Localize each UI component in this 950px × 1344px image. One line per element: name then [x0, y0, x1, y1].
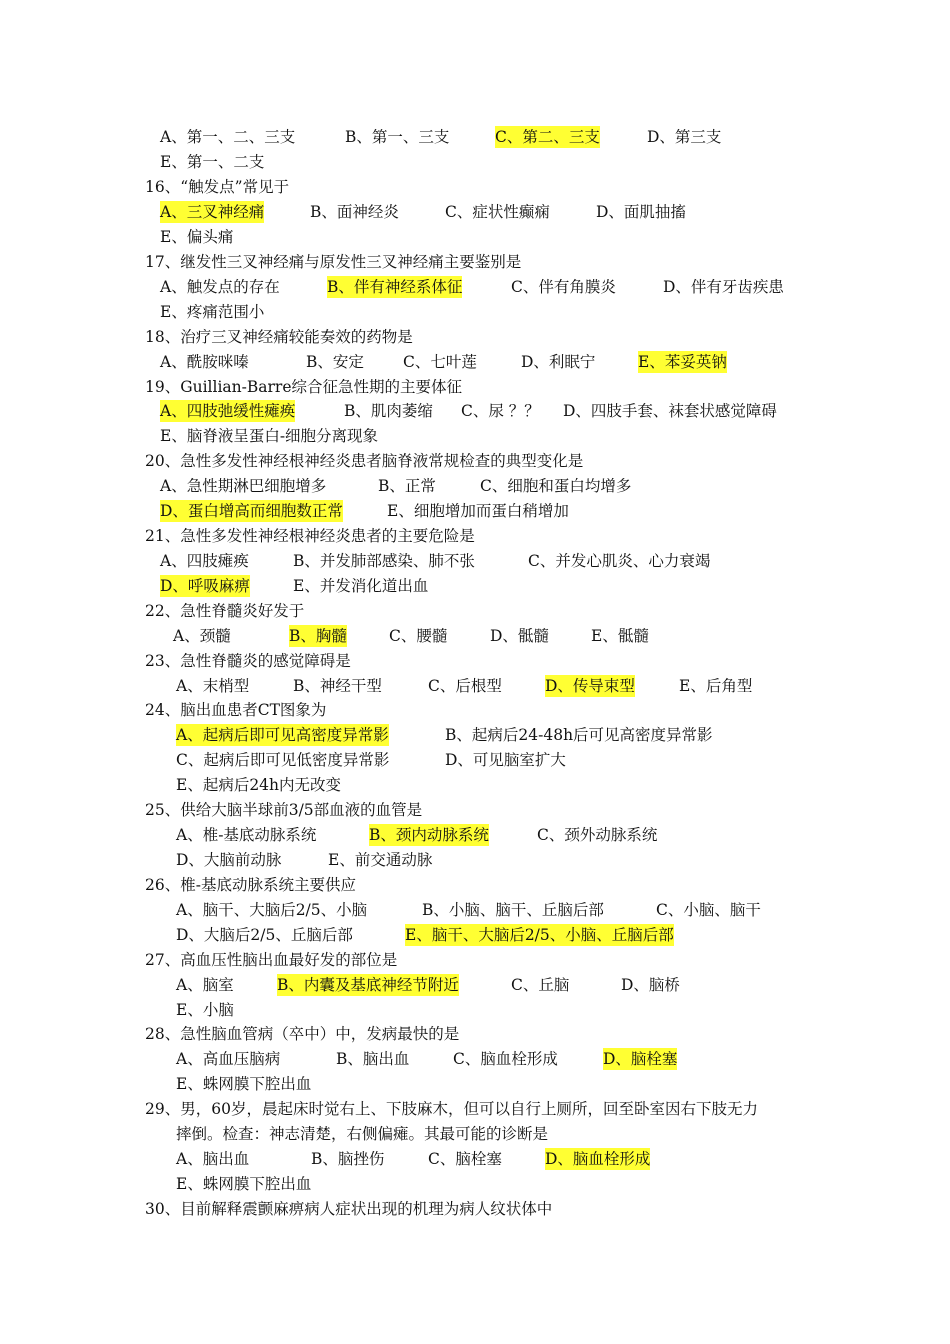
text-line [0, 450, 950, 472]
answer-option: C、小脑、脑干 [656, 901, 761, 919]
question-text: 16、“触发点”常见于 [145, 178, 290, 196]
answer-option: B、起病后24-48h后可见高密度异常影 [445, 726, 713, 744]
answer-option: E、脑脊液呈蛋白-细胞分离现象 [160, 427, 379, 445]
answer-option: C、七叶莲 [403, 353, 477, 371]
answer-option: C、细胞和蛋白均增多 [480, 477, 632, 495]
answer-option: D、脑桥 [621, 976, 680, 994]
answer-option: B、安定 [306, 353, 364, 371]
answer-option: A、四肢瘫痪 [160, 552, 249, 570]
answer-option: D、利眠宁 [521, 353, 596, 371]
answer-option: D、伴有牙齿疾患 [663, 278, 784, 296]
answer-option: B、正常 [378, 477, 436, 495]
text-line [0, 849, 950, 871]
answer-option: C、尿 ？？ [461, 402, 540, 420]
answer-option-highlighted: D、脑栓塞 [603, 1050, 678, 1068]
answer-option: E、骶髓 [591, 627, 649, 645]
answer-option: D、四肢手套、袜套状感觉障碍 [563, 402, 777, 420]
answer-option: C、脑血栓形成 [453, 1050, 558, 1068]
question-text: 21、急性多发性神经根神经炎患者的主要危险是 [145, 527, 475, 545]
answer-option: A、脑出血 [176, 1150, 250, 1168]
text-line [0, 1123, 950, 1145]
answer-option-highlighted: B、颈内动脉系统 [369, 826, 489, 844]
answer-option: C、腰髓 [389, 627, 448, 645]
answer-option: C、症状性癫痫 [445, 203, 550, 221]
answer-option-highlighted: D、传导束型 [545, 677, 635, 695]
answer-option: D、面肌抽搐 [596, 203, 686, 221]
text-line [0, 600, 950, 622]
answer-option: C、并发心肌炎、心力衰竭 [528, 552, 711, 570]
answer-option-highlighted: D、脑血栓形成 [545, 1150, 651, 1168]
text-line [0, 1173, 950, 1195]
answer-option: C、后根型 [428, 677, 502, 695]
answer-option-highlighted: D、蛋白增高而细胞数正常 [160, 502, 343, 520]
question-text: 30、目前解释震颤麻痹病人症状出现的机理为病人纹状体中 [145, 1200, 553, 1218]
text-line [0, 226, 950, 248]
text-line [0, 625, 950, 647]
text-line [0, 899, 950, 921]
question-text: 24、脑出血患者CT图象为 [145, 701, 327, 719]
answer-option: A、颈髓 [173, 627, 231, 645]
answer-option-highlighted: E、苯妥英钠 [638, 353, 727, 371]
question-text: 19、Guillian-Barre综合征急性期的主要体征 [145, 378, 463, 396]
answer-option: A、第一、二、三支 [160, 128, 296, 146]
answer-option: A、酰胺咪嗪 [160, 353, 249, 371]
answer-option: E、第一、二支 [160, 153, 265, 171]
question-text: 22、急性脊髓炎好发于 [145, 602, 305, 620]
answer-option: E、蛛网膜下腔出血 [176, 1075, 312, 1093]
answer-option: E、细胞增加而蛋白稍增加 [387, 502, 569, 520]
text-line [0, 126, 950, 148]
text-line [0, 650, 950, 672]
answer-option: A、脑室 [176, 976, 234, 994]
answer-option: 摔倒。检查：神志清楚，右侧偏瘫。其最可能的诊断是 [176, 1125, 549, 1143]
text-line [0, 301, 950, 323]
question-text: 26、椎-基底动脉系统主要供应 [145, 876, 356, 894]
answer-option-highlighted: A、四肢弛缓性瘫痪 [160, 402, 296, 420]
text-line [0, 500, 950, 522]
answer-option: E、疼痛范围小 [160, 303, 265, 321]
text-line [0, 999, 950, 1021]
answer-option: C、伴有角膜炎 [511, 278, 616, 296]
answer-option: A、椎-基底动脉系统 [176, 826, 317, 844]
text-line [0, 824, 950, 846]
text-line [0, 351, 950, 373]
text-line [0, 550, 950, 572]
question-text: 20、急性多发性神经根神经炎患者脑脊液常规检查的典型变化是 [145, 452, 584, 470]
text-line [0, 326, 950, 348]
question-text: 28、急性脑血管病（卒中）中，发病最快的是 [145, 1025, 460, 1043]
answer-option: A、急性期淋巴细胞增多 [160, 477, 327, 495]
text-line [0, 1198, 950, 1220]
answer-option: D、大脑前动脉 [176, 851, 282, 869]
answer-option: E、并发消化道出血 [293, 577, 429, 595]
text-line [0, 675, 950, 697]
answer-option: E、小脑 [176, 1001, 234, 1019]
answer-option: B、神经干型 [293, 677, 382, 695]
text-line [0, 201, 950, 223]
text-line [0, 749, 950, 771]
text-line [0, 1073, 950, 1095]
answer-option-highlighted: C、第二、三支 [495, 128, 600, 146]
answer-option: B、并发肺部感染、肺不张 [293, 552, 475, 570]
answer-option: B、脑挫伤 [311, 1150, 385, 1168]
text-line [0, 799, 950, 821]
answer-option-highlighted: A、三叉神经痛 [160, 203, 265, 221]
text-line [0, 699, 950, 721]
answer-option: B、第一、三支 [345, 128, 450, 146]
text-line [0, 276, 950, 298]
question-text: 18、治疗三叉神经痛较能奏效的药物是 [145, 328, 413, 346]
answer-option: E、蛛网膜下腔出血 [176, 1175, 312, 1193]
answer-option: A、触发点的存在 [160, 278, 280, 296]
answer-option: A、脑干、大脑后2/5、小脑 [176, 901, 368, 919]
text-line [0, 1023, 950, 1045]
answer-option: B、脑出血 [336, 1050, 410, 1068]
answer-option-highlighted: B、伴有神经系体征 [327, 278, 463, 296]
question-text: 27、高血压性脑出血最好发的部位是 [145, 951, 398, 969]
text-line [0, 400, 950, 422]
answer-option-highlighted: B、内囊及基底神经节附近 [277, 976, 459, 994]
text-line [0, 1148, 950, 1170]
answer-option: B、小脑、脑干、丘脑后部 [422, 901, 604, 919]
text-line [0, 151, 950, 173]
answer-option: D、骶髓 [490, 627, 549, 645]
answer-option-highlighted: D、呼吸麻痹 [160, 577, 250, 595]
answer-option: B、肌肉萎缩 [344, 402, 433, 420]
text-line [0, 475, 950, 497]
text-line [0, 874, 950, 896]
text-line [0, 251, 950, 273]
answer-option: E、前交通动脉 [328, 851, 433, 869]
answer-option: C、脑栓塞 [428, 1150, 502, 1168]
answer-option: B、面神经炎 [310, 203, 399, 221]
answer-option: C、丘脑 [511, 976, 570, 994]
answer-option: E、偏头痛 [160, 228, 234, 246]
text-line [0, 949, 950, 971]
answer-option: C、颈外动脉系统 [537, 826, 658, 844]
text-line [0, 376, 950, 398]
answer-option: D、第三支 [647, 128, 722, 146]
text-line [0, 924, 950, 946]
answer-option: E、后角型 [679, 677, 753, 695]
answer-option-highlighted: A、起病后即可见高密度异常影 [176, 726, 389, 744]
answer-option: C、起病后即可见低密度异常影 [176, 751, 390, 769]
answer-option: A、末梢型 [176, 677, 250, 695]
text-line [0, 176, 950, 198]
text-line [0, 575, 950, 597]
text-line [0, 1098, 950, 1120]
answer-option: A、高血压脑病 [176, 1050, 281, 1068]
answer-option: D、可见脑室扩大 [445, 751, 566, 769]
question-text: 17、继发性三叉神经痛与原发性三叉神经痛主要鉴别是 [145, 253, 522, 271]
text-line [0, 724, 950, 746]
answer-option-highlighted: B、胸髓 [289, 627, 347, 645]
text-line [0, 1048, 950, 1070]
question-text: 23、急性脊髓炎的感觉障碍是 [145, 652, 351, 670]
answer-option: E、起病后24h内无改变 [176, 776, 342, 794]
answer-option-highlighted: E、脑干、大脑后2/5、小脑、丘脑后部 [405, 926, 674, 944]
question-text: 29、男，60岁，晨起床时觉右上、下肢麻木，但可以自行上厕所，回至卧室因右下肢无力 [145, 1100, 758, 1118]
text-line [0, 774, 950, 796]
text-line [0, 974, 950, 996]
answer-option: D、大脑后2/5、丘脑后部 [176, 926, 353, 944]
text-line [0, 525, 950, 547]
question-text: 25、供给大脑半球前3/5部血液的血管是 [145, 801, 423, 819]
text-line [0, 425, 950, 447]
